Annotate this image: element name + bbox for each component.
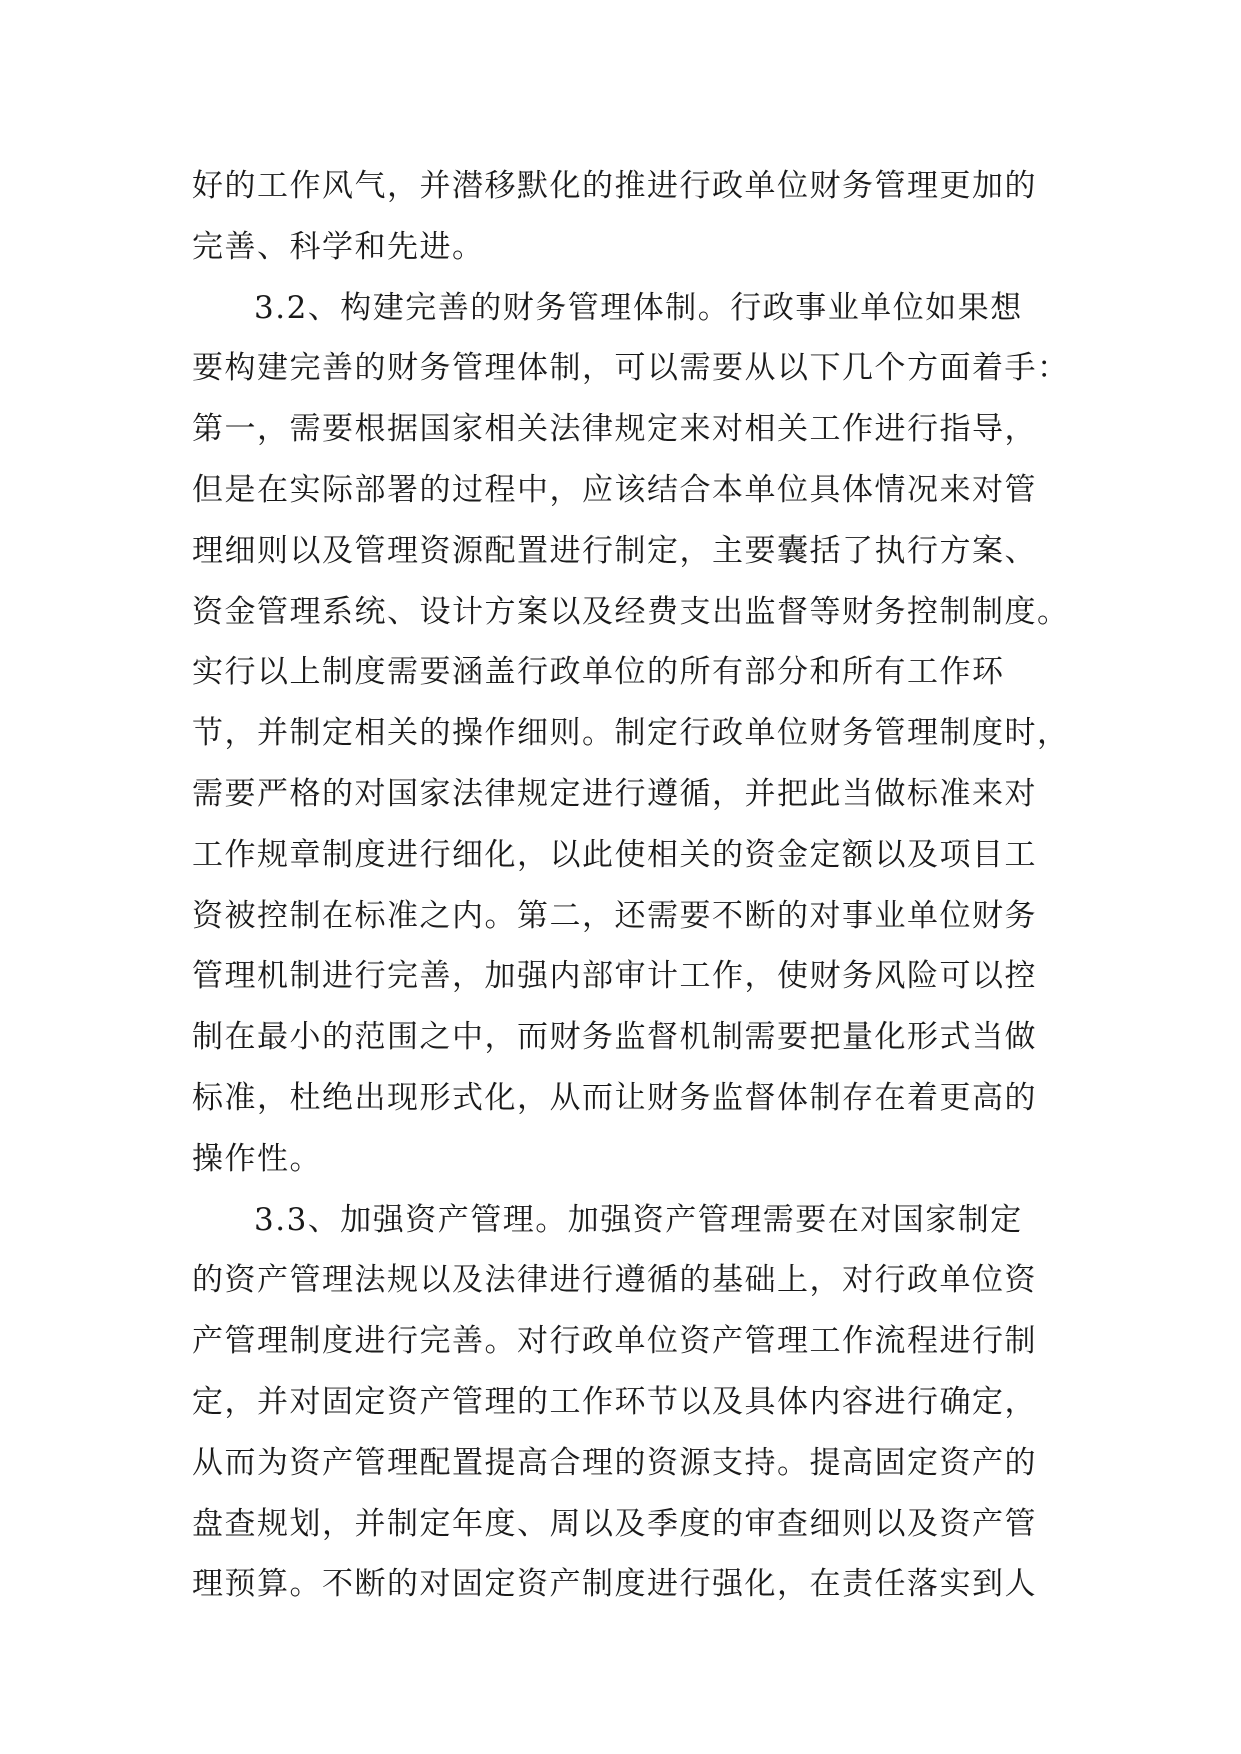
text-line: 的资产管理法规以及法律进行遵循的基础上，对行政单位资 xyxy=(192,1262,1037,1299)
text-line: 节，并制定相关的操作细则。制定行政单位财务管理制度时， xyxy=(192,715,1070,752)
text-line: 完善、科学和先进。 xyxy=(192,228,485,265)
text-line: 理细则以及管理资源配置进行制定，主要囊括了执行方案、 xyxy=(192,532,1037,569)
text-line: 实行以上制度需要涵盖行政单位的所有部分和所有工作环 xyxy=(192,654,1005,691)
text-line: 标准，杜绝出现形式化，从而让财务监督体制存在着更高的 xyxy=(192,1079,1037,1116)
text-line: 资被控制在标准之内。第二，还需要不断的对事业单位财务 xyxy=(192,897,1037,934)
paragraph-first-line: 3.3、加强资产管理。加强资产管理需要在对国家制定 xyxy=(254,1201,1023,1238)
text-line: 需要严格的对国家法律规定进行遵循，并把此当做标准来对 xyxy=(192,775,1037,812)
paragraph-first-line: 3.2、构建完善的财务管理体制。行政事业单位如果想 xyxy=(254,289,1023,326)
text-line: 产管理制度进行完善。对行政单位资产管理工作流程进行制 xyxy=(192,1323,1037,1360)
text-line: 从而为资产管理配置提高合理的资源支持。提高固定资产的 xyxy=(192,1444,1037,1481)
text-line: 工作规章制度进行细化，以此使相关的资金定额以及项目工 xyxy=(192,836,1037,873)
text-line: 盘查规划，并制定年度、周以及季度的审查细则以及资产管 xyxy=(192,1505,1037,1542)
text-line: 定，并对固定资产管理的工作环节以及具体内容进行确定， xyxy=(192,1383,1037,1420)
text-line: 好的工作风气，并潜移默化的推进行政单位财务管理更加的 xyxy=(192,168,1037,204)
text-line: 理预算。不断的对固定资产制度进行强化，在责任落实到人 xyxy=(192,1566,1037,1603)
text-line: 操作性。 xyxy=(192,1140,322,1177)
text-line: 管理机制进行完善，加强内部审计工作，使财务风险可以控 xyxy=(192,958,1037,995)
text-line: 但是在实际部署的过程中，应该结合本单位具体情况来对管 xyxy=(192,471,1037,508)
text-line: 第一，需要根据国家相关法律规定来对相关工作进行指导， xyxy=(192,411,1037,448)
text-line: 要构建完善的财务管理体制，可以需要从以下几个方面着手： xyxy=(192,350,1070,387)
text-line: 制在最小的范围之中，而财务监督机制需要把量化形式当做 xyxy=(192,1019,1037,1056)
text-line: 资金管理系统、设计方案以及经费支出监督等财务控制制度。 xyxy=(192,593,1070,630)
body-text xyxy=(192,156,1072,1615)
